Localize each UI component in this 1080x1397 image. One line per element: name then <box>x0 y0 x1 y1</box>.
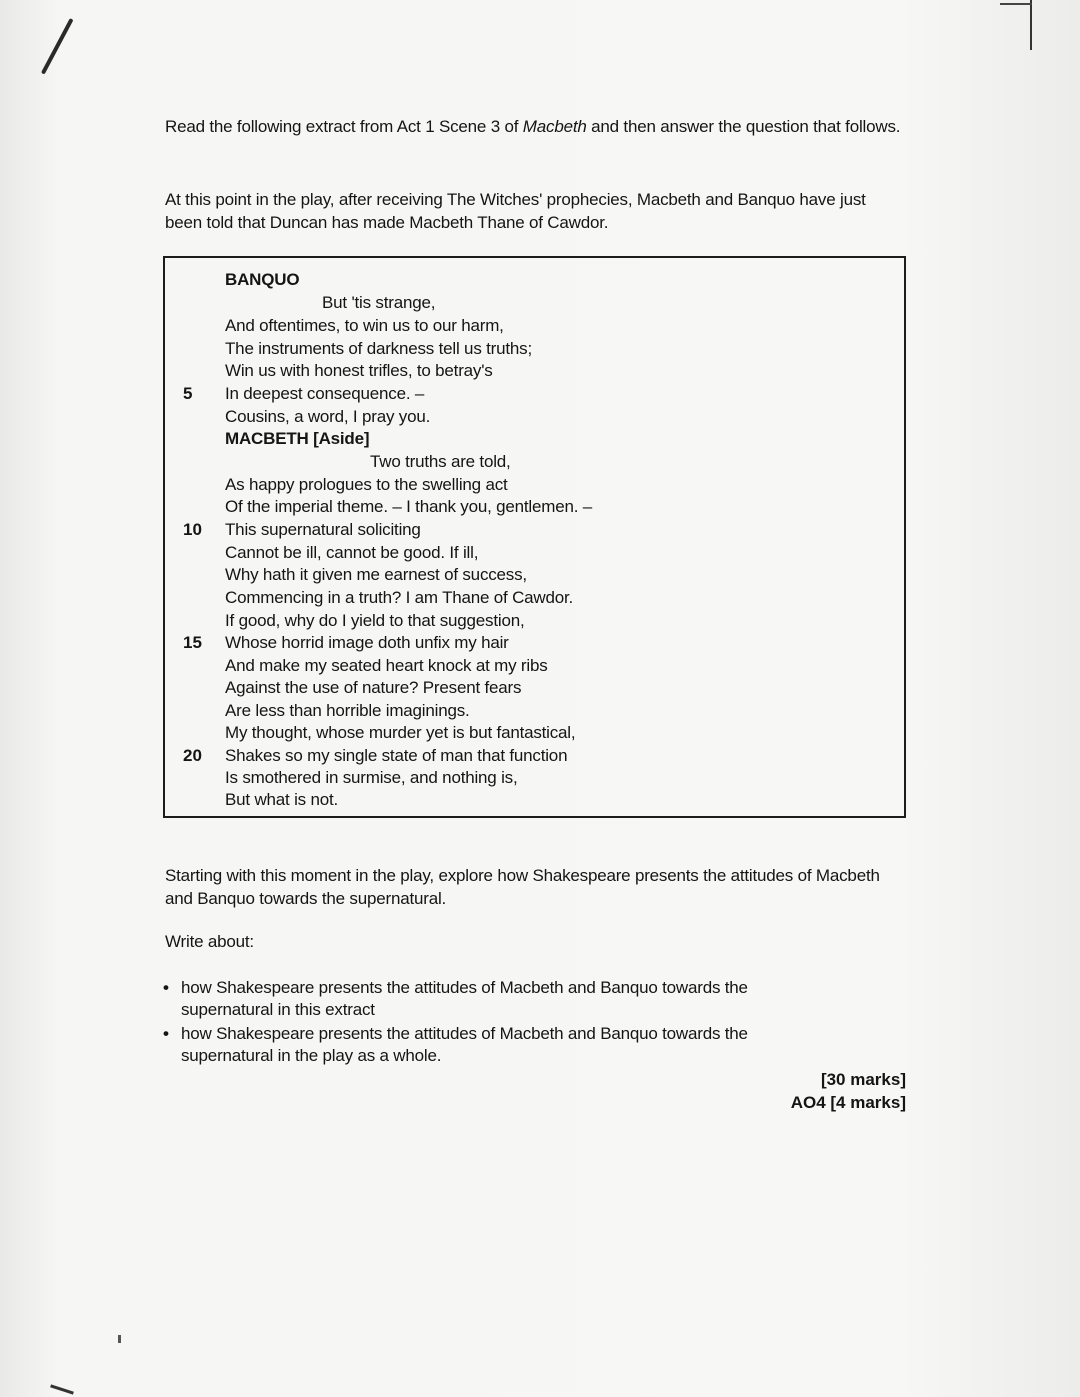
corner-edge-mark-top <box>1000 3 1032 5</box>
small-tick-mark <box>118 1335 121 1343</box>
bullet-item-extract: • how Shakespeare presents the attitudes of Macbeth and Banquo towards the supernatural in this extract <box>163 977 843 1021</box>
extract-line: Win us with honest trifles, to betray's <box>225 361 493 380</box>
extract-line: Cannot be ill, cannot be good. If ill, <box>225 543 479 562</box>
pen-stroke-mark <box>41 18 74 75</box>
extract-line: This supernatural soliciting <box>225 520 421 539</box>
extract-line: Is smothered in surmise, and nothing is, <box>225 768 518 787</box>
extract-line: As happy prologues to the swelling act <box>225 475 508 494</box>
extract-line: And make my seated heart knock at my ribs <box>225 656 548 675</box>
line-number-15: 15 <box>183 633 202 652</box>
intro-instruction <box>165 115 905 138</box>
bottom-edge-mark <box>50 1384 74 1394</box>
context-paragraph: At this point in the play, after receiving The Witches' prophecies, Macbeth and Banquo have just been told that Duncan has made Macbeth Thane of Cawdor. <box>165 190 866 232</box>
extract-line: Are less than horrible imaginings. <box>225 701 470 720</box>
line-number-10: 10 <box>183 520 202 539</box>
extract-line: Cousins, a word, I pray you. <box>225 407 431 426</box>
extract-line: The instruments of darkness tell us truths; <box>225 339 532 358</box>
extract-line: But what is not. <box>225 790 339 809</box>
extract-line: If good, why do I yield to that suggestion, <box>225 611 525 630</box>
intro-suffix: and then answer the question that follows. <box>586 117 901 136</box>
play-title: Macbeth <box>522 117 587 136</box>
extract-line: Shakes so my single state of man that function <box>225 746 568 765</box>
line-number-20: 20 <box>183 746 202 765</box>
extract-line: Against the use of nature? Present fears <box>225 678 522 697</box>
extract-line: In deepest consequence. – <box>225 384 425 403</box>
extract-box <box>163 256 906 818</box>
extract-line: Two truths are told, <box>370 452 511 471</box>
question-task: Starting with this moment in the play, explore how Shakespeare presents the attitudes of Macbeth and Banquo towards the supernatural. <box>165 866 880 908</box>
speaker-banquo: BANQUO <box>225 270 300 289</box>
extract-line: My thought, whose murder yet is but fantastical, <box>225 723 576 742</box>
total-marks: [30 marks] <box>820 1070 906 1089</box>
extract-line: Why hath it given me earnest of success, <box>225 565 527 584</box>
extract-line: Of the imperial theme. – I thank you, gentlemen. – <box>225 497 593 516</box>
extract-line: But 'tis strange, <box>322 293 436 312</box>
speaker-macbeth: MACBETH [Aside] <box>225 429 370 448</box>
line-number-5: 5 <box>183 384 193 403</box>
intro-prefix: Read the following extract from Act 1 Scene 3 of <box>165 117 523 136</box>
extract-line: And oftentimes, to win us to our harm, <box>225 316 504 335</box>
corner-edge-mark <box>1030 0 1032 50</box>
write-about-label: Write about: <box>165 932 254 951</box>
ao4-marks: AO4 [4 marks] <box>790 1093 906 1112</box>
extract-line: Commencing in a truth? I am Thane of Cawdor. <box>225 588 574 607</box>
bullet-item-whole-play: • how Shakespeare presents the attitudes of Macbeth and Banquo towards the supernatural in the play as a whole. <box>163 1023 843 1067</box>
extract-line: Whose horrid image doth unfix my hair <box>225 633 509 652</box>
